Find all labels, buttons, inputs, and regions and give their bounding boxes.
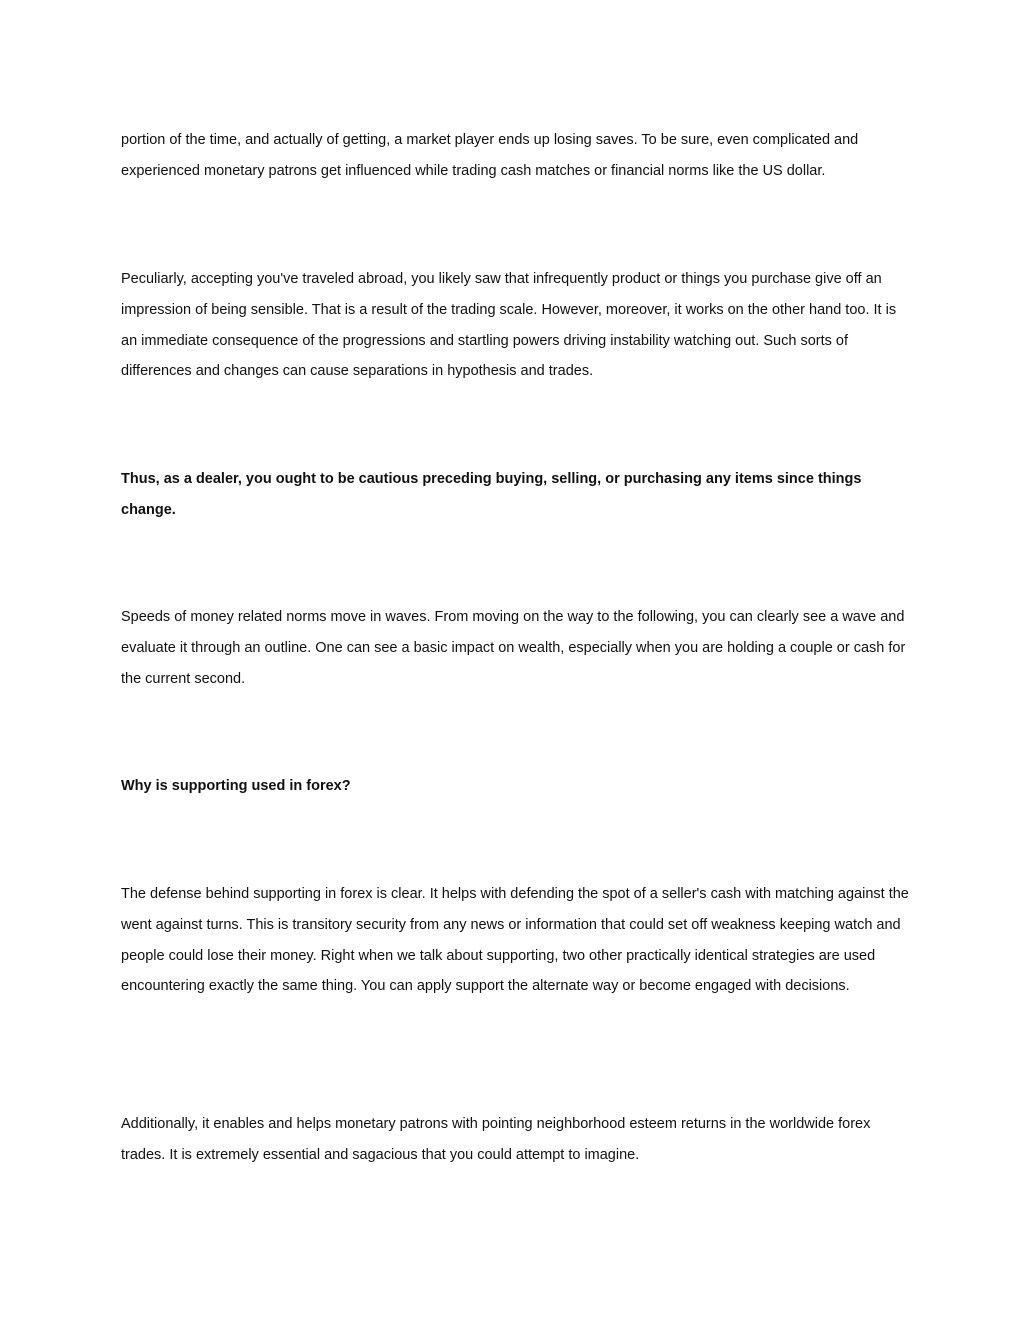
paragraph-supporting-defense: The defense behind supporting in forex is clear. It helps with defending the spot of a seller's cash with matching against the went against turns. This is transitory security from any news or information that could set off weakness keeping watch and people could lose their money. Right when we talk about supporting, two other practically identical strategies are used encountering exactly the same thing. You can apply support the alternate way or become engaged with decisions. — [121, 886, 909, 995]
paragraph-traveling-abroad: Peculiarly, accepting you've traveled abroad, you likely saw that infrequently product or things you purchase give off an impression of being sensible. That is a result of the trading scale. However, moreover, it works on the other hand too. It is an immediate consequence of the progressions and startling powers driving instability watching out. Such sorts of differences and changes can cause separations in hypothesis and trades. — [121, 271, 897, 380]
paragraph-market-losses: portion of the time, and actually of getting, a market player ends up losing saves. To be sure, even complicated and experienced monetary patrons get influenced while trading cash matches or financial norms like the US dollar. — [121, 132, 859, 179]
paragraph-money-waves: Speeds of money related norms move in waves. From moving on the way to the following, you can clearly see a wave and evaluate it through an outline. One can see a basic impact on wealth, especially when you are holding a couple or cash for the current second. — [121, 609, 906, 687]
paragraph-monetary-patrons: Additionally, it enables and helps monetary patrons with pointing neighborhood esteem returns in the worldwide forex trades. It is extremely essential and sagacious that you could attempt to imagine. — [121, 1116, 871, 1163]
section-heading-supporting-forex: Why is supporting used in forex? — [121, 778, 351, 794]
paragraph-dealer-caution: Thus, as a dealer, you ought to be cautious preceding buying, selling, or purchasing any items since things change. — [121, 471, 862, 518]
